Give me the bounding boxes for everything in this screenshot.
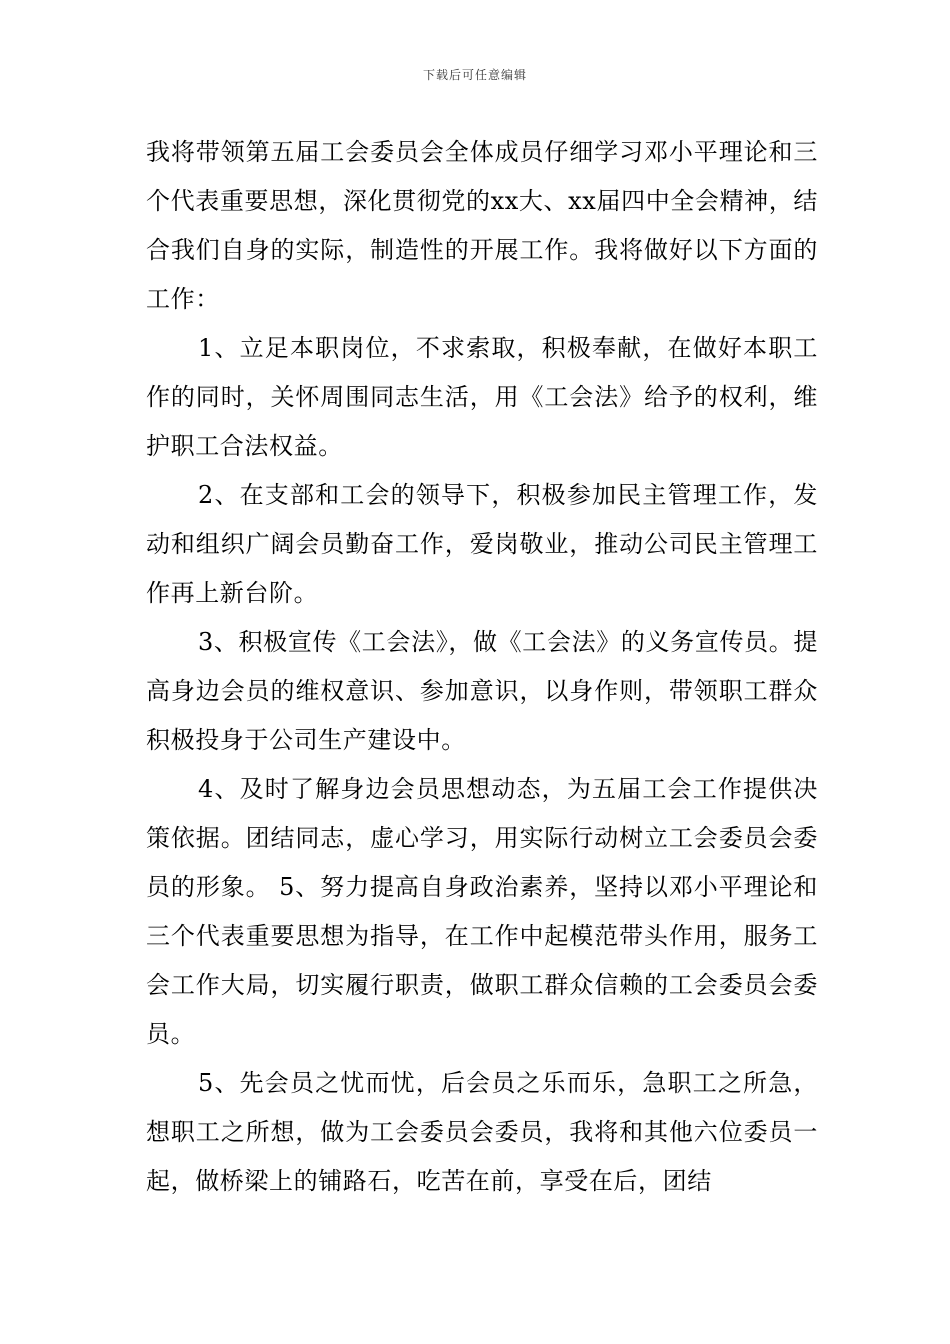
paragraph-item-3: 3、积极宣传《工会法》，做《工会法》的义务宣传员。提高身边会员的维权意识、参加意识，以身作则，带领职工群众积极投身于公司生产建设中。 [146,628,818,754]
paragraph-item-1: 1、立足本职岗位，不求索取，积极奉献，在做好本职工作的同时，关怀周围同志生活，用《工会法》给予的权利，维护职工合法权益。 [146,334,818,460]
paragraph-item-4: 4、及时了解身边会员思想动态，为五届工会工作提供决策依据。团结同志，虚心学习，用实际行动树立工会委员会委员的形象。 5、努力提高自身政治素养，坚持以邓小平理论和三个代表重要思想为指导，在工作中起模范带头作用，服务工会工作大局，切实履行职责，做职工群众信赖的工会委员会委员。 [146,775,818,1048]
document-body [146,128,818,1206]
paragraph-intro: 我将带领第五届工会委员会全体成员仔细学习邓小平理论和三个代表重要思想，深化贯彻党的xx大、xx届四中全会精神，结合我们自身的实际，制造性的开展工作。我将做好以下方面的工作： [146,138,818,313]
paragraph-item-2: 2、在支部和工会的领导下，积极参加民主管理工作，发动和组织广阔会员勤奋工作，爱岗敬业，推动公司民主管理工作再上新台阶。 [146,481,818,607]
header-note: 下载后可任意编辑 [422,68,527,82]
paragraph-item-5: 5、先会员之忧而忧，后会员之乐而乐，急职工之所急，想职工之所想，做为工会委员会委员，我将和其他六位委员一起，做桥梁上的铺路石，吃苦在前，享受在后，团结 [146,1069,818,1195]
